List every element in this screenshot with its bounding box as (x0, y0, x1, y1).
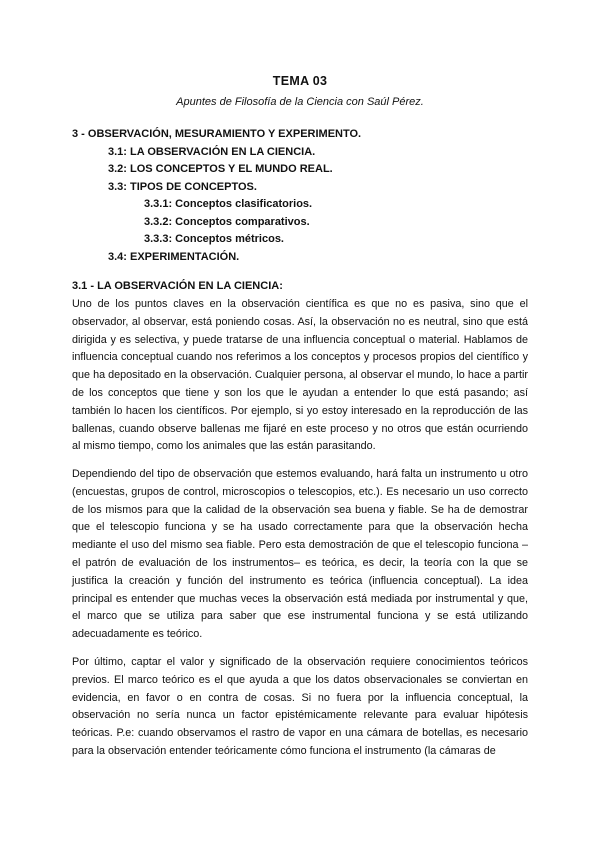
toc-item: 3.3: TIPOS DE CONCEPTOS. (108, 180, 257, 193)
toc-item: 3.4: EXPERIMENTACIÓN. (108, 250, 240, 263)
toc-item: 3 - OBSERVACIÓN, MESURAMIENTO Y EXPERIMENTO. (72, 128, 362, 140)
toc-item: 3.3.3: Conceptos métricos. (144, 233, 284, 245)
body-paragraph: Por último, captar el valor y significado de la observación requiere conocimientos teóricos previos. El marco teórico es el que ayuda a que los datos observacionales se conviertan en evidencia, en favor o en contra de cosas. Si no fuera por la influencia conceptual, la observación no sería nunca un factor epistémicamente relevante para evaluar hipótesis teóricas. P.e: cuando observamos el rastro de vapor en una cámara de botellas, es necesario para la observación entender teóricamente cómo funciona el instrumento (la cámaras de (72, 656, 528, 757)
toc-item: 3.3.2: Conceptos comparativos. (144, 215, 310, 228)
toc-item: 3.3.1: Conceptos clasificatorios. (144, 198, 313, 210)
section-heading: 3.1 - LA OBSERVACIÓN EN LA CIENCIA: (72, 280, 283, 292)
document-subtitle: Apuntes de Filosofía de la Ciencia con Saúl Pérez. (176, 96, 424, 108)
toc-item: 3.2: LOS CONCEPTOS Y EL MUNDO REAL. (108, 163, 333, 175)
body-paragraph: Uno de los puntos claves en la observación científica es que no es pasiva, sino que el observador, al observar, está poniendo cosas. Así, la observación no es neutral, sino que está dirigida y es selectiva, y puede tratarse de una influencia conceptual o material. Hablamos de influencia conceptual cuando nos referimos a los conceptos y procesos propios del científico y que ha depositado en la observación. Cualquier persona, al observar el mundo, lo hace a partir de los conceptos que tiene y son los que le ayudan a entender lo que está pasando; así también lo hacen los científicos. Por ejemplo, si yo estoy interesado en la reproducción de las ballenas, cuando observe ballenas me fijaré en este proceso y no otros que están ocurriendo al mismo tiempo, como los animales que las están parasitando. (72, 298, 528, 453)
toc-item: 3.1: LA OBSERVACIÓN EN LA CIENCIA. (108, 145, 316, 158)
document-title: TEMA 03 (272, 74, 328, 88)
table-of-contents (72, 126, 532, 266)
body-paragraph: Dependiendo del tipo de observación que estemos evaluando, hará falta un instrumento u otro (encuestas, grupos de control, microscopios o telescopios, etc.). Es necesario un uso correcto de los mismos para que la calidad de la observación sea buena y fiable. Se ha de demostrar que el telescopio funciona y se ha usado correctamente para que la observación hecha mediante el uso del mismo sea fiable. Pero esta demostración de que el telescopio funciona –el patrón de evaluación de los instrumentos– es teórica, es decir, la teoría con la que se justifica la creación y función del instrumento es teórica (influencia conceptual). La idea principal es entender que muchas veces la observación está mediada por instrumental y que, el marco que se utiliza para saber que ese instrumental funciona y se está utilizando adecuadamente es teórico. (72, 468, 528, 641)
